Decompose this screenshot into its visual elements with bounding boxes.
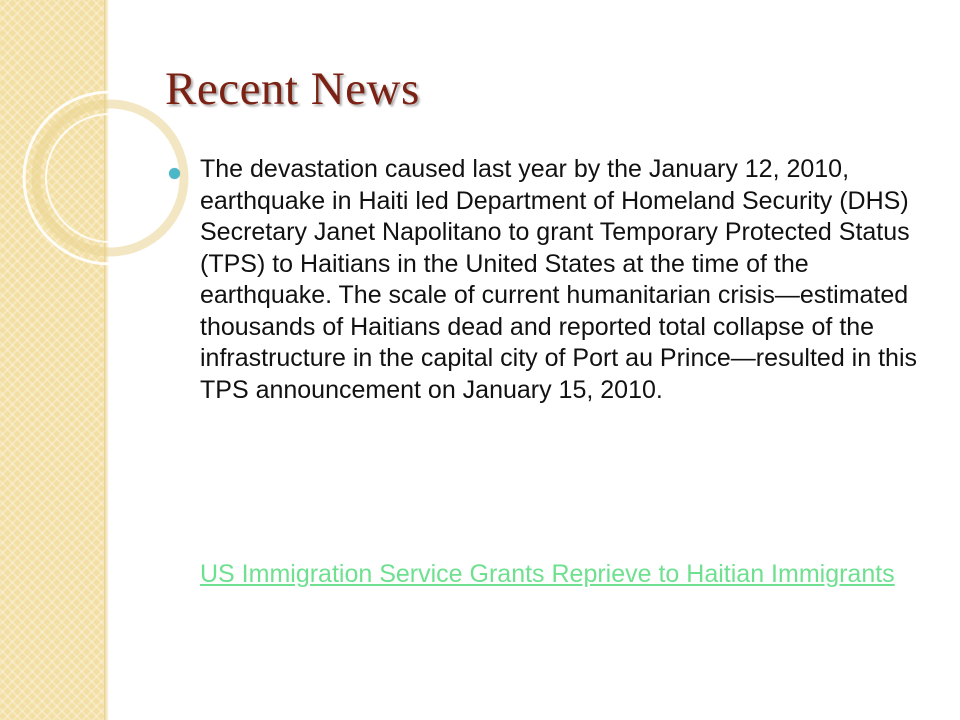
bullet-text: The devastation caused last year by the January 12, 2010, earthquake in Haiti led Department of Homeland Security (DHS) Secretary Janet Napolitano to grant Temporary Protected Status (TPS) to Haitians in the United States at the time of the earthquake. The scale of current humanitarian crisis—estimated thousands of Haitians dead and reported total collapse of the infrastructure in the capital city of Port au Prince—resulted in this TPS announcement on January 15, 2010.	[200, 155, 917, 404]
bullet-icon	[169, 168, 180, 179]
decorative-rings-icon	[0, 0, 200, 300]
news-article-link[interactable]: US Immigration Service Grants Reprieve to Haitian Immigrants	[200, 560, 895, 588]
slide-title: Recent News	[165, 63, 420, 115]
